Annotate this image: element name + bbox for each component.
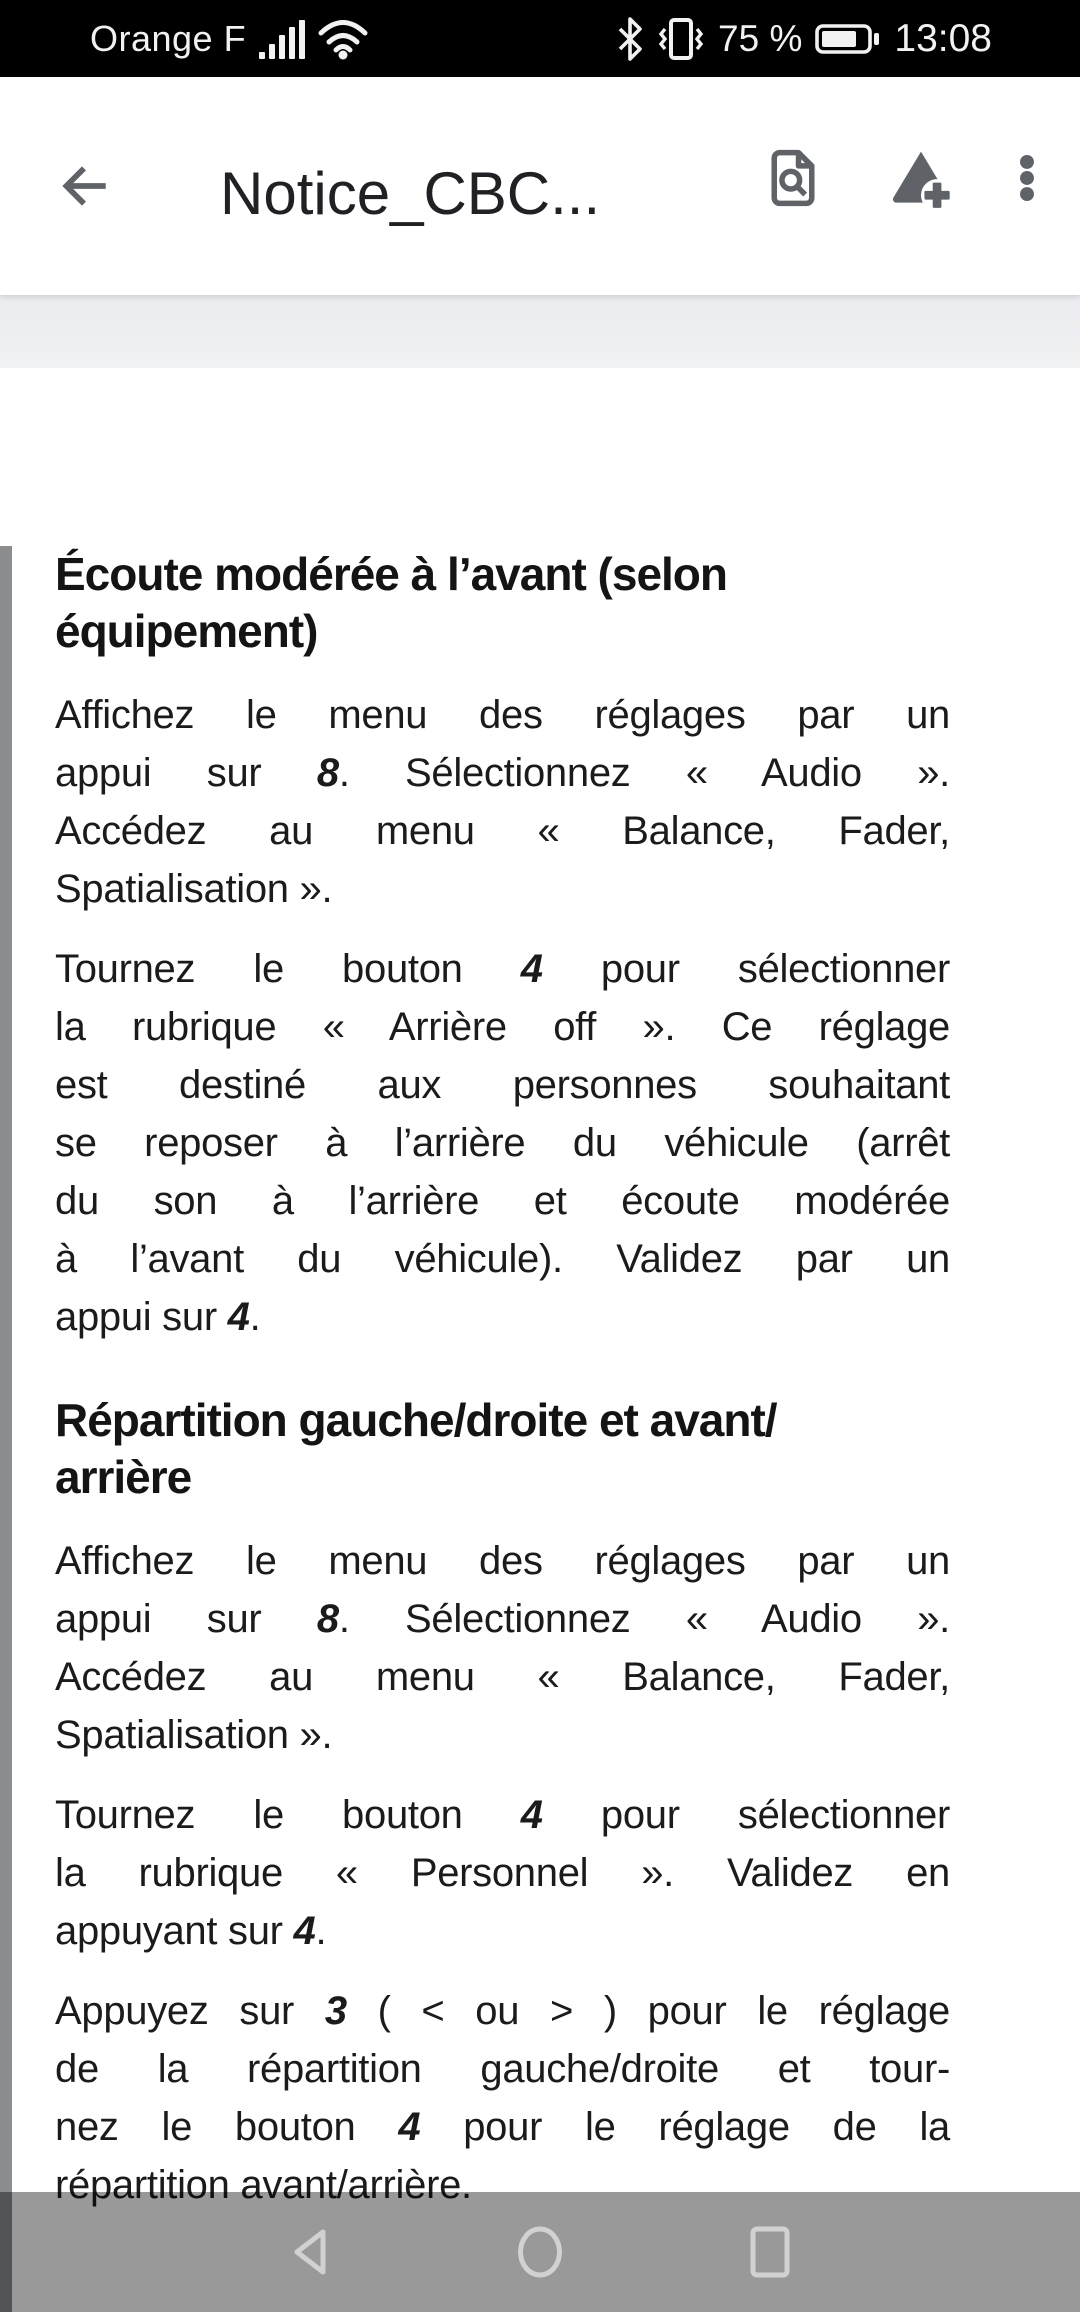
back-button[interactable] xyxy=(56,157,114,215)
document-content xyxy=(55,368,950,2236)
more-vert-icon xyxy=(1018,148,1036,208)
nav-back-icon xyxy=(287,2226,333,2278)
paragraph: Affichez le menu des réglages par un appui sur 8. Sélectionnez « Audio ». Accédez au menu « Balance, Fader, Spatialisation ». xyxy=(55,1539,950,1757)
find-in-page-icon xyxy=(762,146,824,210)
button-reference: 4 xyxy=(520,947,543,991)
nav-back-button[interactable] xyxy=(230,2192,390,2312)
clock-label: 13:08 xyxy=(894,16,992,60)
button-reference: 4 xyxy=(293,1909,316,1953)
button-reference: 4 xyxy=(520,1793,543,1837)
toolbar-actions xyxy=(762,146,1036,210)
section-edge-bar xyxy=(0,546,12,2312)
battery-percent-label: 75 % xyxy=(718,17,803,59)
paragraph: Tournez le bouton 4 pour sélectionner la rubrique « Personnel ». Validez en appuyant sur 4. xyxy=(55,1793,950,1953)
signal-strength-icon xyxy=(259,19,305,59)
app-toolbar xyxy=(0,77,1080,295)
section-heading: Répartition gauche/droite et avant/ arrière xyxy=(55,1394,777,1503)
overflow-menu-button[interactable] xyxy=(1018,148,1036,208)
paragraph: Affichez le menu des réglages par un appui sur 8. Sélectionnez « Audio ». Accédez au menu « Balance, Fader, Spatialisation ». xyxy=(55,693,950,911)
pdf-page[interactable] xyxy=(0,368,1080,2312)
bluetooth-icon xyxy=(616,17,644,61)
arrow-left-icon xyxy=(56,157,114,215)
carrier-label: Orange F xyxy=(90,17,247,59)
system-navigation-bar xyxy=(0,2192,1080,2312)
vibrate-icon xyxy=(657,16,705,62)
drive-add-icon xyxy=(888,147,954,209)
nav-recents-icon xyxy=(748,2225,792,2279)
viewer-background-strip xyxy=(0,295,1080,368)
find-in-document-button[interactable] xyxy=(762,146,824,210)
paragraph: Tournez le bouton 4 pour sélectionner la rubrique « Arrière off ». Ce réglage est destiné aux personnes souhaitant se reposer à l’arrière du véhicule (arrêt du son à l’arrière et écoute modérée à l’avant du véhicule). Validez par un appui sur 4. xyxy=(55,947,950,1339)
add-to-drive-button[interactable] xyxy=(888,147,954,209)
nav-recents-button[interactable] xyxy=(690,2192,850,2312)
document-title: Notice_CBC... xyxy=(220,159,601,227)
button-reference: 8 xyxy=(316,1597,339,1641)
nav-home-button[interactable] xyxy=(460,2192,620,2312)
section-heading: Écoute modérée à l’avant (selon équipement) xyxy=(55,548,728,657)
paragraph: Appuyez sur 3 ( < ou > ) pour le réglage de la répartition gauche/droite et tour- nez le bouton 4 pour le réglage de la répartition avant/arrière. xyxy=(55,1989,950,2207)
status-left-group xyxy=(90,18,368,60)
status-right-group xyxy=(616,16,992,62)
status-bar xyxy=(0,0,1080,77)
button-reference: 3 xyxy=(324,1989,347,2033)
battery-icon xyxy=(815,23,879,55)
nav-home-icon xyxy=(516,2225,564,2279)
button-reference: 8 xyxy=(316,751,339,795)
button-reference: 4 xyxy=(398,2105,421,2149)
button-reference: 4 xyxy=(227,1295,250,1339)
wifi-icon xyxy=(318,18,368,60)
